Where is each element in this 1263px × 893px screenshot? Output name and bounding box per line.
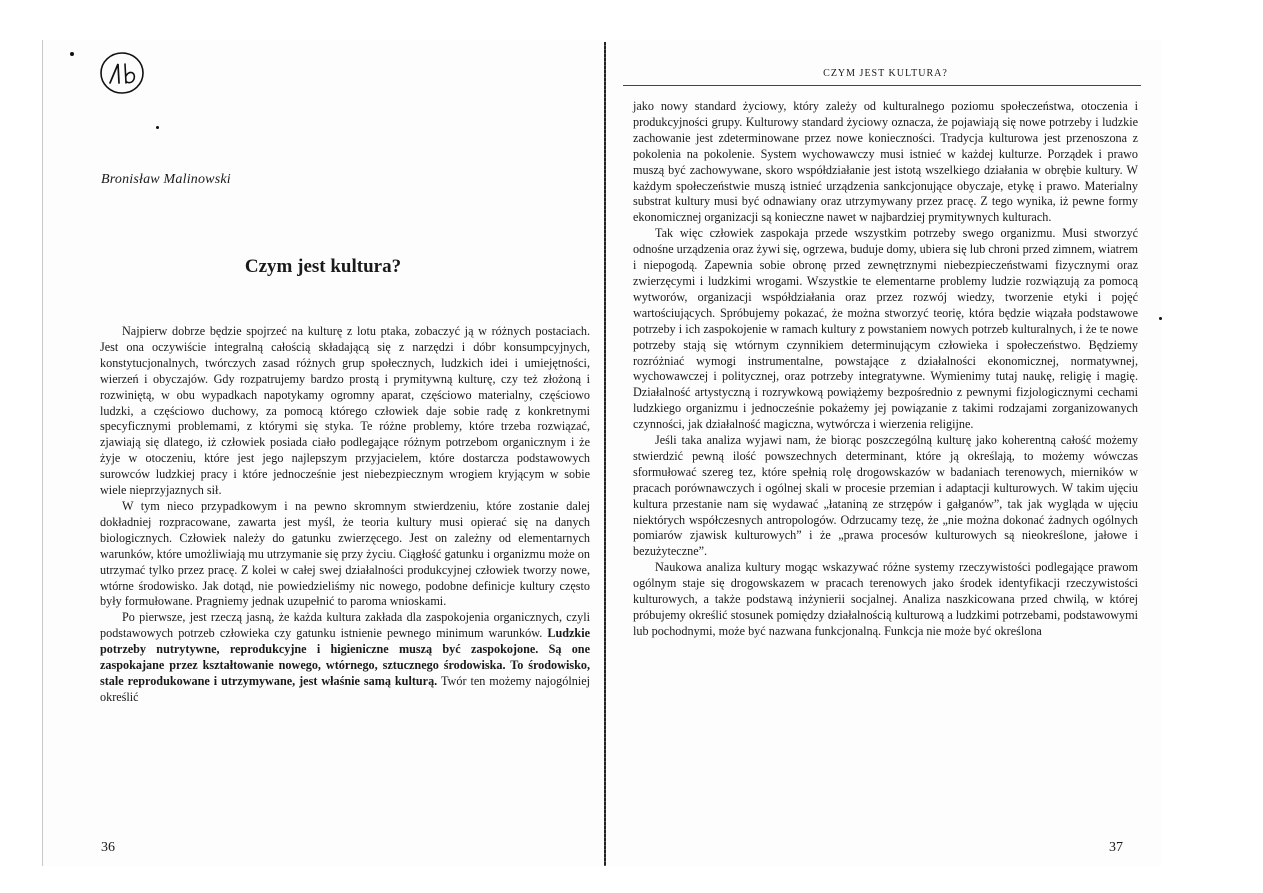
bold-passage: Ludzkie potrzeby nutrytywne, reprodukcyjne i higieniczne muszą być zaspokojone. Są one zaspokajane przez kształtowanie nowego, wtórnego, sztucznego środowiska. To środowisko, stale reprodukowane i utrzymywane, jest właśnie samą kulturą. [100, 626, 590, 688]
scan-speck [1159, 317, 1162, 320]
paragraph: Naukowa analiza kultury mogąc wskazywać różne systemy rzeczywistości podlegające prawom ogólnym staje się drogowskazem w pracach terenowych jako środek identyfikacji rzeczywistości kulturowych, a także podstawą inżynierii socjalnej. Analiza naszkicowana przed chwilą, w której próbujemy określić stosunek pomiędzy działalnością kulturową a ludzkimi potrzebami, podstawowymi lub pochodnymi, może być nazwana funkcjonalną. Funkcja nie może być określona [633, 560, 1138, 638]
page-edge [42, 40, 43, 866]
page-number: 36 [101, 840, 115, 855]
paragraph-text: Po pierwsze, jest rzeczą jasną, że każda kultura zakłada dla zaspokojenia organicznych, czyli podstawowych potrzeb człowieka czy gatunku istnienie pewnego minimum warunków. [100, 610, 590, 641]
paragraph: jako nowy standard życiowy, który zależy od kulturalnego poziomu społeczeństwa, otoczenia i produkcyjności grupy. Kulturowy standard życiowy oznacza, że pojawiają się nowe potrzeby i ludzkie zachowanie jest zdeterminowane przez nowe konieczności. Tradycja kulturowa jest przenoszona z pokolenia na pokolenie. System wychowawczy musi istnieć w każdej kulturze. Porządek i prawo muszą być zachowywane, skoro współdziałanie jest istotą wszelkiego działania w obrębie kultury. W każdym społeczeństwie muszą istnieć urządzenia sankcjonujące obyczaje, etykę i prawo. Materialny substrat kultury musi być odnawiany oraz utrzymywany przez pracę. Z tego wynika, iż pewne formy ekonomicznej organizacji są konieczne nawet w najbardziej prymitywnych kulturach. [633, 99, 1138, 225]
paragraph: W tym nieco przypadkowym i na pewno skromnym stwierdzeniu, które zostanie dalej dokładniej rozpracowane, zawarta jest myśl, że teoria kultury musi opierać się na danych biologicznych. Człowiek należy do gatunku zwierzęcego. Jest on zależny od elementarnych warunków, które umożliwiają mu utrzymanie się przy życiu. Ciągłość gatunku i organizmu może on utrzymać tylko przez pracę. Z kolei w całej swej działalności produkcyjnej człowiek tworzy nowe, wtórne środowisko. Jak dotąd, nie powiedzieliśmy nic nowego, podobne definicje kultury często były formułowane. Pragniemy jednak uzupełnić to paroma wnioskami. [100, 498, 590, 609]
scan-speck [156, 126, 159, 129]
left-page-body [100, 324, 590, 706]
paragraph: Tak więc człowiek zaspokaja przede wszystkim potrzeby swego organizmu. Musi stworzyć odnośne urządzenia oraz żywi się, ogrzewa, buduje domy, ubiera się lub chroni przed zimnem, wiatrem i niepogodą. Zapewnia sobie obronę przed zewnętrznymi niebezpieczeństwami fizycznymi oraz zwierzęcymi i ludzkimi wrogami. Wszystkie te elementarne problemy ludzie rozwiązują za pomocą wytworów, organizacji współdziałania oraz przez rozwój wiedzy, tworzenie etyki i pojęć wartościujących. Spróbujemy pokazać, że można stworzyć teorię, która będzie wiązała podstawowe potrzeby i ich zaspokojenie w ramach kultury z powstaniem nowych potrzeb kulturalnych, i że te nowe potrzeby stają się wtórnym czynnikiem determinującym człowieka i społeczeństwo. Będziemy rozróżniać wymogi instrumentalne, powstające z działalności ekonomicznej, normatywnej, wychowawczej i politycznej, oraz potrzeby integratywne. Wymienimy tutaj naukę, religię i magię. Działalność artystyczną i rozrywkową powiążemy bezpośrednio z pewnymi fizjologicznymi cechami ludzkiego organizmu i jednocześnie pokażemy jej powiązanie z takimi rodzajami zorganizowanych czynności, jak działalność magiczna, wytwórcza i wierzenia religijne. [633, 226, 1138, 432]
page-number: 37 [1109, 840, 1123, 855]
book-spine-divider [604, 42, 606, 866]
paragraph: Jeśli taka analiza wyjawi nam, że biorąc poszczególną kulturę jako koherentną całość możemy stwierdzić pewną ilość powszechnych determinant, które ją określają, to możemy wówczas sformułować szereg tez, które spełnią rolę drogowskazów w badaniach terenowych, mierników w pracach porównawczych i ogólnej skali w procesie przemian i adaptacji kulturowych. W takim ujęciu kultura przestanie nam się wydawać „łataniną ze strzępów i gałganów”, tak jak wygląda w ujęciu niektórych współczesnych antropologów. Odrzucamy tezę, że „nie można dokonać żadnych ogólnych pomiarów zjawisk kulturowych” i że „prawa procesów kulturowych są nieokreślone, jałowe i bezużyteczne”. [633, 433, 1138, 559]
handwritten-circled-mark-icon [99, 50, 145, 96]
header-rule [623, 85, 1141, 86]
author-name: Bronisław Malinowski [101, 172, 231, 187]
chapter-title: Czym jest kultura? [244, 256, 402, 277]
right-page-body [633, 99, 1138, 640]
scan-speck [70, 52, 74, 56]
paragraph-text: Twór ten możemy najogólniej określić [100, 673, 591, 704]
paragraph [100, 610, 590, 705]
paragraph: Najpierw dobrze będzie spojrzeć na kulturę z lotu ptaka, zobaczyć ją w różnych postaciach. Jest ona oczywiście integralną całością składającą się z narzędzi i dóbr konsumpcyjnych, konstytucjonalnych, twórczych zasad różnych grup społecznych, ludzkich idei i umiejętności, wierzeń i obyczajów. Gdy rozpatrujemy bardzo prostą i prymitywną kulturę, czy też złożoną i rozwiniętą, w obu wypadkach napotykamy ogromny aparat, częściowo materialny, częściowo ludzki, a częściowo duchowy, za pomocą którego człowiek daje sobie radę z konkretnymi specyficznymi problemami, z którymi się styka. Te różne problemy, które trzeba rozwiązać, zjawiają się dlatego, iż człowiek posiada ciało podlegające różnym potrzebom organicznym i że żyje w otoczeniu, które jest jego najlepszym przyjacielem, które dostarcza podstawowych surowców ludzkiej pracy i które jednocześnie jest niebezpiecznym wrogiem kryjącym w sobie wiele nieprzyjaznych sił. [100, 324, 590, 498]
running-head: CZYM JEST KULTURA? [823, 68, 948, 79]
